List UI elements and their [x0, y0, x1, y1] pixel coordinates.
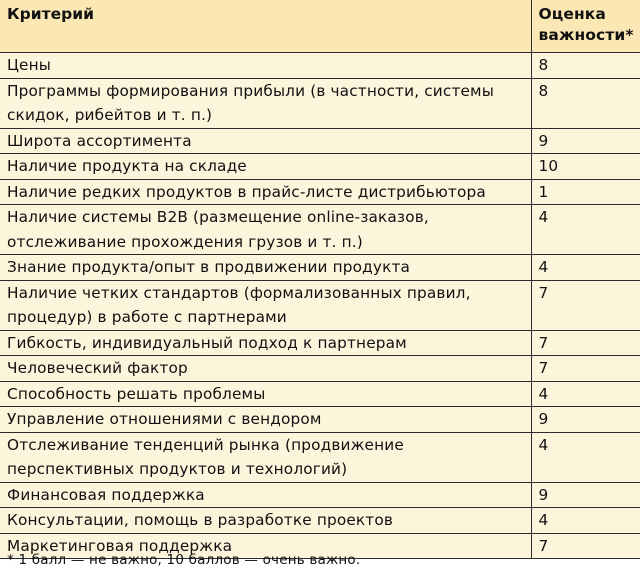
score-cell: 4 [531, 205, 640, 255]
criterion-cell: Финансовая поддержка [0, 482, 531, 508]
criterion-cell: Управление отношениями с вендором [0, 407, 531, 433]
table-row [0, 280, 640, 330]
table-row [0, 53, 640, 79]
footnote: * 1 балл — не важно, 10 баллов — очень важно. [7, 552, 361, 568]
table-row [0, 330, 640, 356]
table-row [0, 78, 640, 128]
score-cell: 8 [531, 53, 640, 79]
criterion-cell: Гибкость, индивидуальный подход к партнерам [0, 330, 531, 356]
score-cell: 10 [531, 154, 640, 180]
criterion-cell: Широта ассортимента [0, 128, 531, 154]
table-row [0, 407, 640, 433]
score-cell: 4 [531, 381, 640, 407]
table-row [0, 255, 640, 281]
score-cell: 7 [531, 280, 640, 330]
score-cell: 7 [531, 533, 640, 559]
score-cell: 7 [531, 356, 640, 382]
score-cell: 9 [531, 482, 640, 508]
criterion-cell: Программы формирования прибыли (в частности, системы скидок, рибейтов и т. п.) [0, 78, 531, 128]
score-cell: 4 [531, 432, 640, 482]
score-cell: 7 [531, 330, 640, 356]
table-row [0, 432, 640, 482]
criterion-cell: Наличие системы B2B (размещение online-заказов, отслеживание прохождения грузов и т. п.) [0, 205, 531, 255]
table-row [0, 356, 640, 382]
table-row [0, 508, 640, 534]
table-row [0, 205, 640, 255]
table-row [0, 482, 640, 508]
table-header-row [0, 0, 640, 53]
criterion-cell: Маркетинговая поддержка [0, 533, 531, 559]
criterion-column-header: Критерий [0, 0, 531, 53]
criterion-cell: Наличие четких стандартов (формализованных правил, процедур) в работе с партнерами [0, 280, 531, 330]
score-cell: 4 [531, 508, 640, 534]
criterion-cell: Отслеживание тенденций рынка (продвижение перспективных продуктов и технологий) [0, 432, 531, 482]
score-cell: 8 [531, 78, 640, 128]
criterion-cell: Консультации, помощь в разработке проектов [0, 508, 531, 534]
table-row [0, 154, 640, 180]
score-cell: 4 [531, 255, 640, 281]
criterion-cell: Цены [0, 53, 531, 79]
score-cell: 1 [531, 179, 640, 205]
criterion-cell: Способность решать проблемы [0, 381, 531, 407]
table-row [0, 381, 640, 407]
score-column-header [531, 0, 640, 53]
table-row [0, 128, 640, 154]
score-cell: 9 [531, 407, 640, 433]
criterion-cell: Человеческий фактор [0, 356, 531, 382]
criterion-cell: Знание продукта/опыт в продвижении продукта [0, 255, 531, 281]
score-cell: 9 [531, 128, 640, 154]
criterion-cell: Наличие редких продуктов в прайс-листе дистрибьютора [0, 179, 531, 205]
table-row [0, 179, 640, 205]
score-header-line2: важности* [538, 26, 634, 44]
criterion-cell: Наличие продукта на складе [0, 154, 531, 180]
score-header-line1: Оценка [538, 5, 606, 23]
